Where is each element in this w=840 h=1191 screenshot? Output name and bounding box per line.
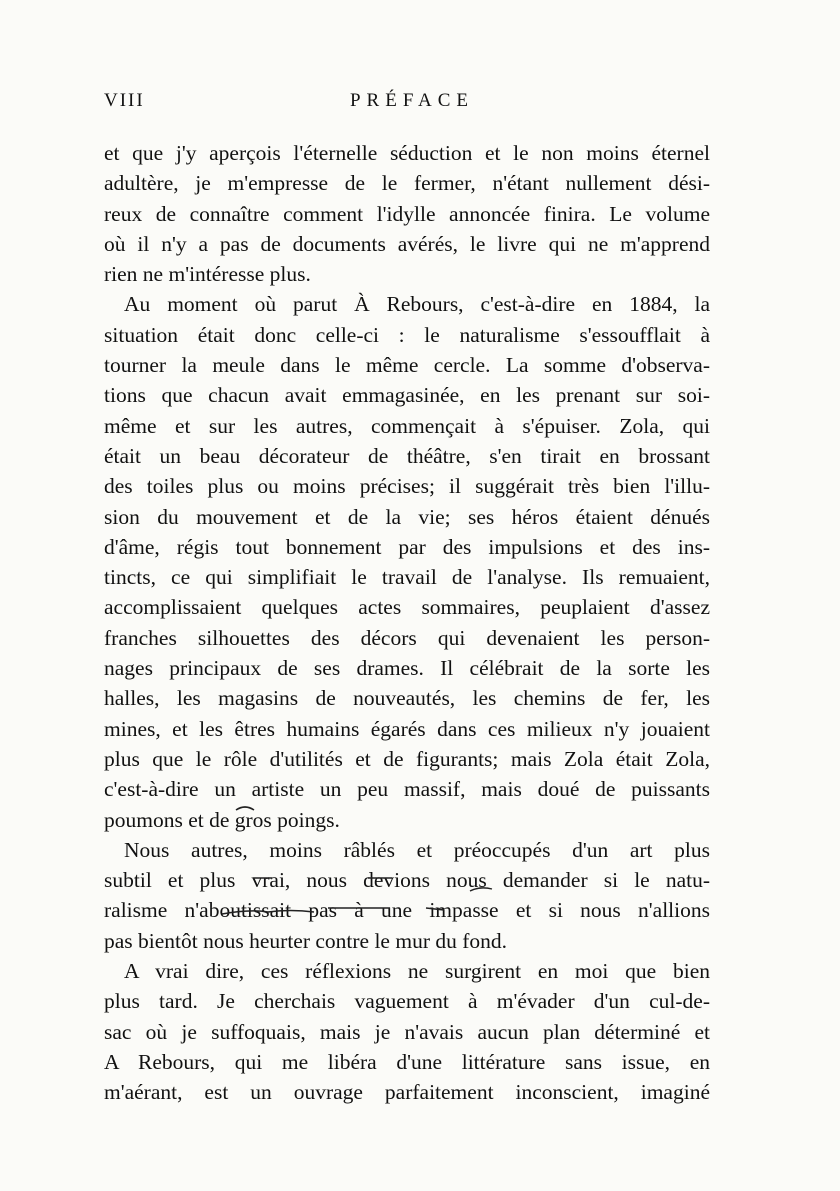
paragraph xyxy=(104,138,710,289)
text-line: A Rebours, qui me libéra d'une littérature sans issue, en xyxy=(104,1049,710,1074)
text-line: même et sur les autres, commençait à s'épuiser. Zola, qui xyxy=(104,413,710,438)
text-line: situation était donc celle-ci : le naturalisme s'essoufflait à xyxy=(104,322,710,347)
text-line: Au moment où parut À Rebours, c'est-à-dire en 1884, la xyxy=(124,292,710,317)
text-line: sion du mouvement et de la vie; ses héros étaient dénués xyxy=(104,504,710,529)
paragraph xyxy=(104,289,710,834)
text-line: A vrai dire, ces réflexions ne surgirent en moi que bien xyxy=(124,959,710,984)
text-line: était un beau décorateur de théâtre, s'en tirait en brossant xyxy=(104,443,710,468)
text-line: rien ne m'intéresse plus. xyxy=(104,262,311,287)
text-line: mines, et les êtres humains égarés dans ces milieux n'y jouaient xyxy=(104,716,710,741)
text-line: où il n'y a pas de documents avérés, le livre qui ne m'apprend xyxy=(104,231,710,256)
text-line: adultère, je m'empresse de le fermer, n'étant nullement dési- xyxy=(104,171,710,196)
text-line: plus tard. Je cherchais vaguement à m'évader d'un cul-de- xyxy=(104,989,710,1014)
text-line: ralisme n'aboutissait pas à une impasse et si nous n'allions xyxy=(104,898,710,923)
text-line: tions que chacun avait emmagasinée, en les prenant sur soi- xyxy=(104,383,710,408)
text-line: sac où je suffoquais, mais je n'avais aucun plan déterminé et xyxy=(104,1019,710,1044)
paragraph xyxy=(104,835,710,956)
text-line: subtil et plus vrai, nous devions nous demander si le natu- xyxy=(104,868,710,893)
text-line: reux de connaître comment l'idylle annoncée finira. Le volume xyxy=(104,201,710,226)
body-text xyxy=(104,138,710,1108)
text-line: des toiles plus ou moins précises; il suggérait très bien l'illu- xyxy=(104,474,710,499)
text-line: franches silhouettes des décors qui devenaient les person- xyxy=(104,625,710,650)
text-line: nages principaux de ses drames. Il célébrait de la sorte les xyxy=(104,656,710,681)
text-line: c'est-à-dire un artiste un peu massif, mais doué de puissants xyxy=(104,777,710,802)
text-line: et que j'y aperçois l'éternelle séduction et le non moins éternel xyxy=(104,141,710,165)
text-line: tincts, ce qui simplifiait le travail de l'analyse. Ils remuaient, xyxy=(104,565,710,590)
text-line: d'âme, régis tout bonnement par des impulsions et des ins- xyxy=(104,534,710,559)
text-line: Nous autres, moins râblés et préoccupés d'un art plus xyxy=(124,837,710,862)
text-line: poumons et de gros poings. xyxy=(104,807,340,832)
text-line: accomplissaient quelques actes sommaires, peuplaient d'assez xyxy=(104,595,710,620)
text-line: plus que le rôle d'utilités et de figurants; mais Zola était Zola, xyxy=(104,746,710,771)
text-line: tourner la meule dans le même cercle. La somme d'observa- xyxy=(104,353,710,378)
text-line: m'aérant, est un ouvrage parfaitement inconscient, imaginé xyxy=(104,1080,710,1105)
page-number: VIII xyxy=(104,90,145,111)
paragraph xyxy=(104,956,710,1107)
running-head xyxy=(104,90,710,116)
text-line: pas bientôt nous heurter contre le mur du fond. xyxy=(104,928,508,953)
chapter-title: PRÉFACE xyxy=(349,90,474,111)
text-line: halles, les magasins de nouveautés, les chemins de fer, les xyxy=(104,686,710,711)
